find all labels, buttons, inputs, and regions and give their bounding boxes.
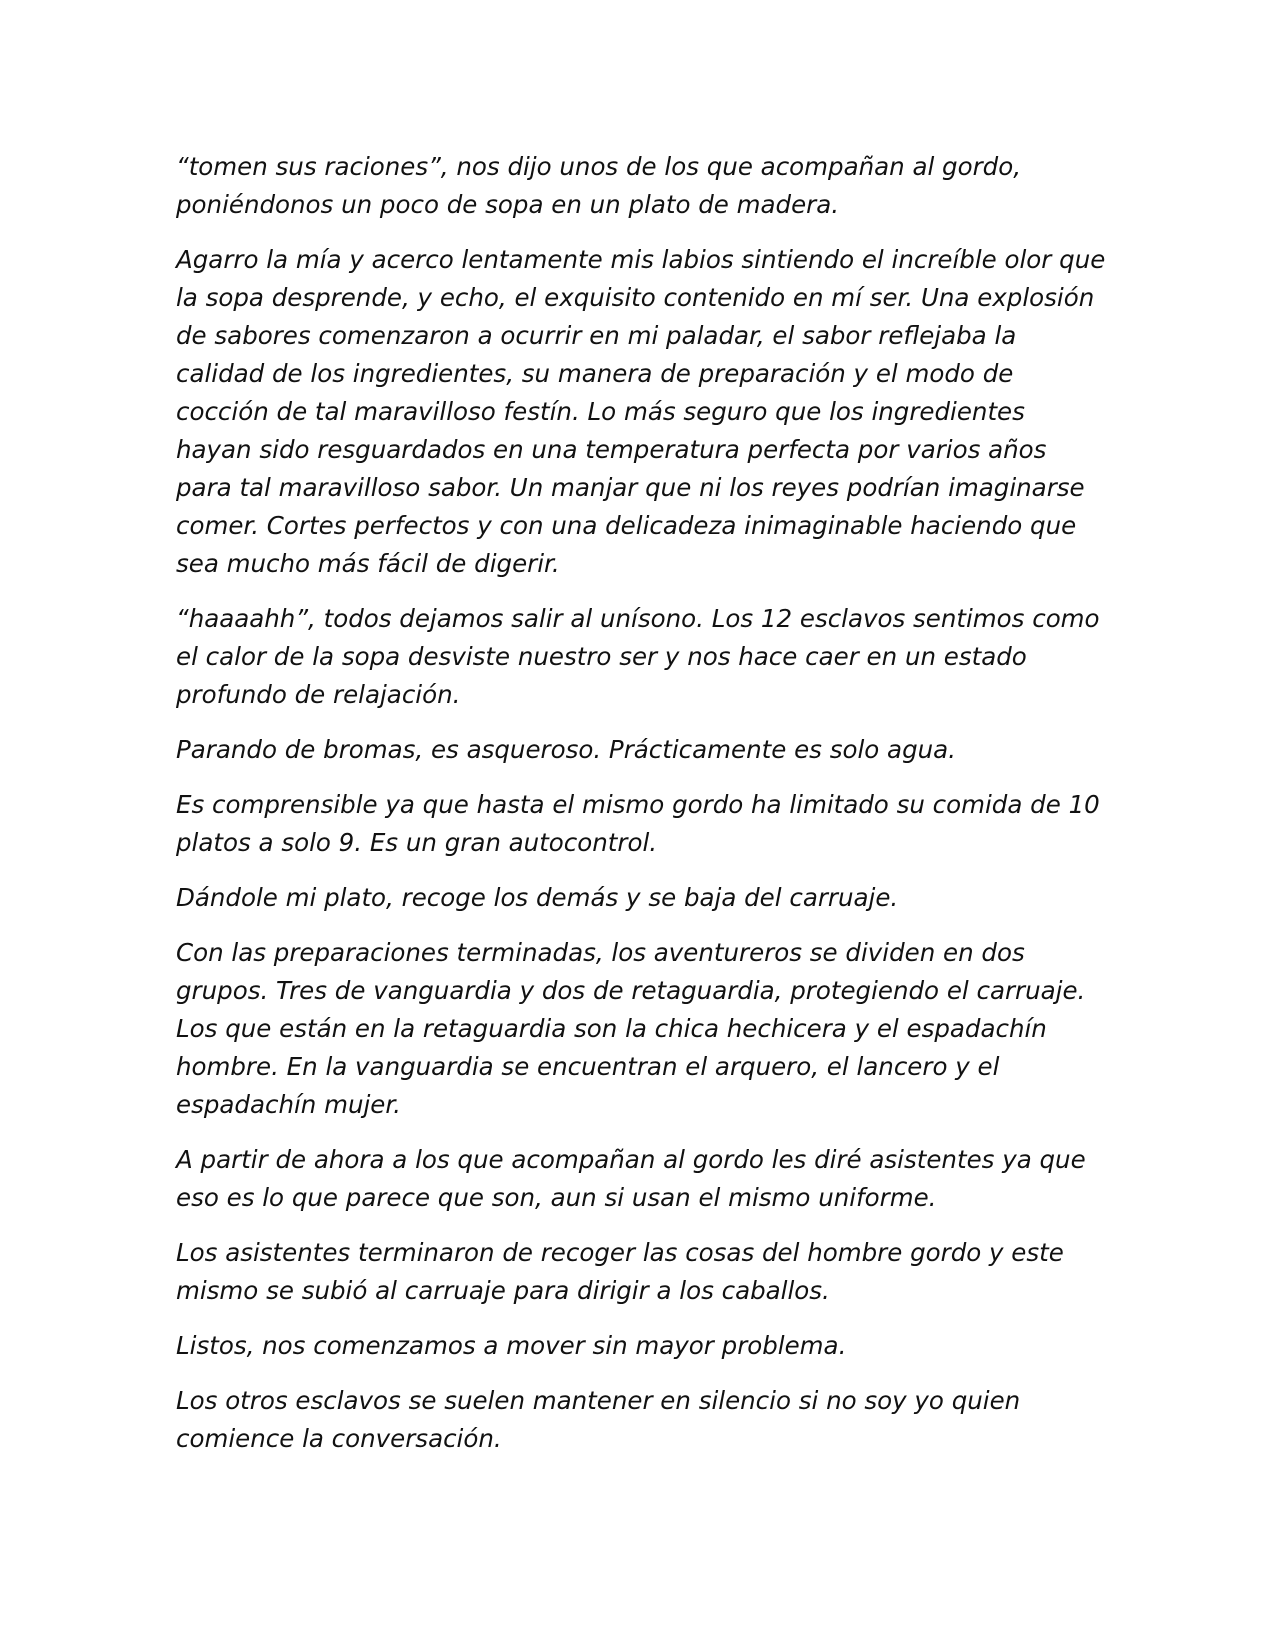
paragraph: Parando de bromas, es asqueroso. Prácticamente es solo agua. [176,735,956,764]
paragraph: “haaaahh”, todos dejamos salir al unísono. Los 12 esclavos sentimos como el calor de la sopa desviste nuestro ser y nos hace caer en un estado profundo de relajación. [176,604,1100,709]
paragraph: Con las preparaciones terminadas, los aventureros se dividen en dos grupos. Tres de vanguardia y dos de retaguardia, protegiendo el carruaje. Los que están en la retaguardia son la chica hechicera y el espadachín hombre. En la vanguardia se encuentran el arquero, el lancero y el espadachín mujer. [176,938,1086,1119]
paragraph: Los asistentes terminaron de recoger las cosas del hombre gordo y este mismo se subió al carruaje para dirigir a los caballos. [176,1238,1064,1305]
paragraph: “tomen sus raciones”, nos dijo unos de los que acompañan al gordo, poniéndonos un poco de sopa en un plato de madera. [176,152,1021,219]
paragraph: A partir de ahora a los que acompañan al gordo les diré asistentes ya que eso es lo que parece que son, aun si usan el mismo uniforme. [176,1145,1086,1212]
paragraph: Es comprensible ya que hasta el mismo gordo ha limitado su comida de 10 platos a solo 9. Es un gran autocontrol. [176,790,1100,857]
document-body [176,148,1106,1475]
paragraph: Los otros esclavos se suelen mantener en silencio si no soy yo quien comience la conversación. [176,1386,1021,1453]
paragraph: Dándole mi plato, recoge los demás y se baja del carruaje. [176,883,899,912]
paragraph: Agarro la mía y acerco lentamente mis labios sintiendo el increíble olor que la sopa desprende, y echo, el exquisito contenido en mí ser. Una explosión de sabores comenzaron a ocurrir en mi paladar, el sabor reflejaba la calidad de los ingredientes, su manera de preparación y el modo de cocción de tal maravilloso festín. Lo más seguro que los ingredientes hayan sido resguardados en una temperatura perfecta por varios años para tal maravilloso sabor. Un manjar que ni los reyes podrían imaginarse comer. Cortes perfectos y con una delicadeza inimaginable haciendo que sea mucho más fácil de digerir. [176,245,1106,578]
paragraph: Listos, nos comenzamos a mover sin mayor problema. [176,1331,847,1360]
